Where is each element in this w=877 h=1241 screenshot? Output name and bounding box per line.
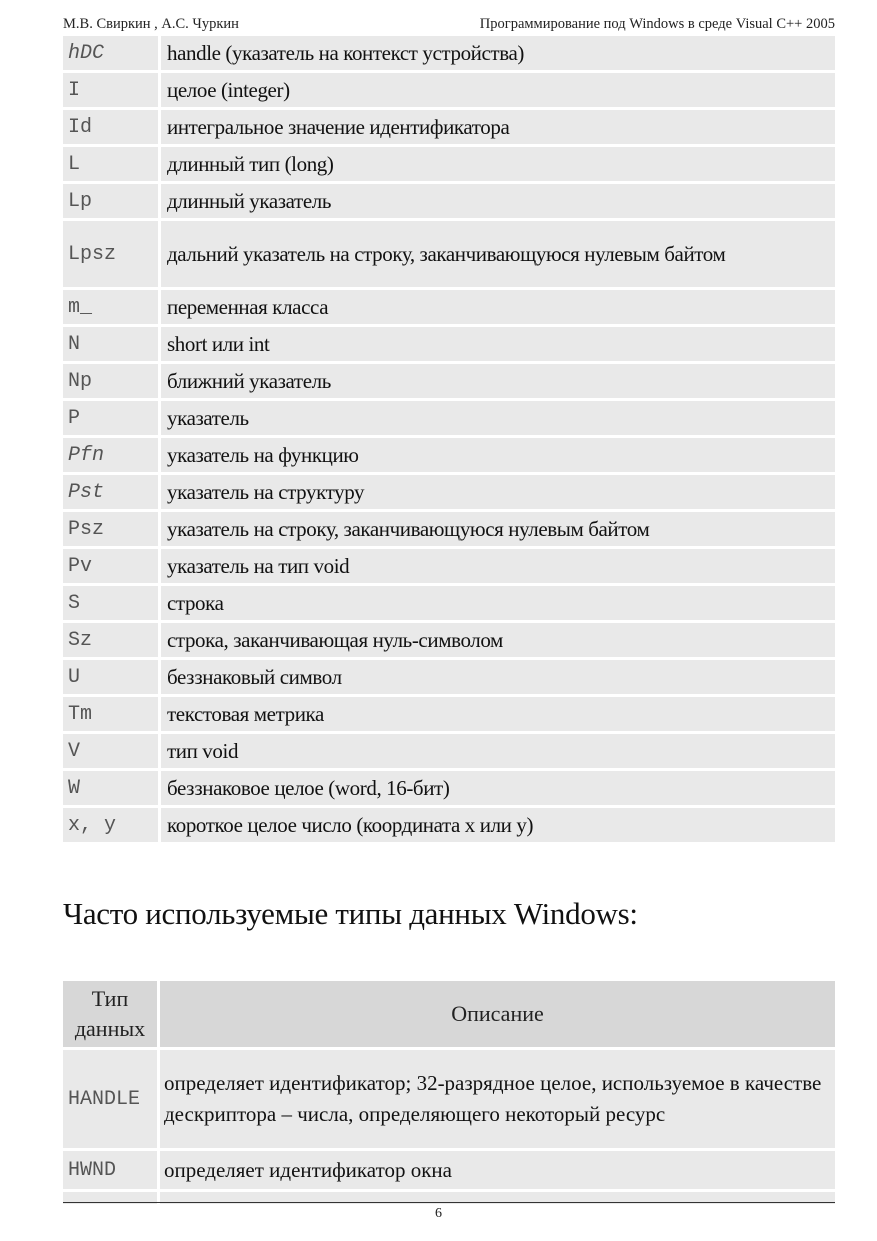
prefix-cell: Sz [63,623,158,657]
description-cell: текстовая метрика [161,697,835,731]
table-row [63,364,835,398]
prefix-cell: Pst [63,475,158,509]
prefix-cell: Id [63,110,158,144]
description-cell: указатель [161,401,835,435]
prefix-cell: S [63,586,158,620]
description-cell: дальний указатель на строку, заканчивающуюся нулевым байтом [161,221,835,287]
prefix-cell: V [63,734,158,768]
table-row [63,697,835,731]
header-authors: М.В. Свиркин , А.С. Чуркин [63,16,239,32]
description-cell: беззнаковый символ [161,660,835,694]
table-row [63,73,835,107]
table-row [63,623,835,657]
description-cell: беззнаковое целое (word, 16-бит) [161,771,835,805]
type-cell: HWND [63,1151,157,1189]
table-row [63,586,835,620]
table-header-row [63,981,835,1047]
prefix-cell: Lpsz [63,221,158,287]
table-row [63,110,835,144]
prefix-cell: m_ [63,290,158,324]
description-cell: строка, заканчивающая нуль-символом [161,623,835,657]
type-cell: HANDLE [63,1050,157,1148]
table-row [63,771,835,805]
description-cell: short или int [161,327,835,361]
section-heading: Часто используемые типы данных Windows: [63,896,638,931]
prefix-cell: Pv [63,549,158,583]
prefix-table [60,33,838,845]
page-number: 6 [435,1206,442,1221]
table-row [63,1151,835,1189]
description-cell: строка [161,586,835,620]
description-cell: длинный указатель [161,184,835,218]
table-row [63,1050,835,1148]
table-row [63,808,835,842]
column-header-description: Описание [160,981,835,1047]
types-table [60,978,838,1207]
prefix-cell: U [63,660,158,694]
prefix-cell: Pfn [63,438,158,472]
prefix-cell: Tm [63,697,158,731]
description-cell: целое (integer) [161,73,835,107]
table-row [63,221,835,287]
description-cell: тип void [161,734,835,768]
table-row [63,549,835,583]
prefix-cell: I [63,73,158,107]
prefix-cell: hDC [63,36,158,70]
description-cell: указатель на тип void [161,549,835,583]
prefix-cell: x, y [63,808,158,842]
table-row [63,327,835,361]
description-cell: определяет идентификатор окна [160,1151,835,1189]
header-book-title: Программирование под Windows в среде Visual C++ 2005 [479,16,835,32]
prefix-cell: Np [63,364,158,398]
prefix-cell: Psz [63,512,158,546]
table-row [63,401,835,435]
table-row [63,147,835,181]
description-cell: короткое целое число (координата x или y) [161,808,835,842]
column-header-type: Тип данных [63,981,157,1047]
table-row [63,438,835,472]
footer-rule [63,1202,835,1203]
table-row [63,512,835,546]
description-cell: handle (указатель на контекст устройства) [161,36,835,70]
description-cell: указатель на функцию [161,438,835,472]
description-cell: указатель на структуру [161,475,835,509]
description-cell: интегральное значение идентификатора [161,110,835,144]
table-row [63,184,835,218]
prefix-cell: W [63,771,158,805]
description-cell: длинный тип (long) [161,147,835,181]
prefix-cell: Lp [63,184,158,218]
description-cell: определяет идентификатор; 32-разрядное целое, используемое в качестве дескриптора – числа, определяющего некоторый ресурс [160,1050,835,1148]
description-cell: переменная класса [161,290,835,324]
table-row [63,36,835,70]
prefix-cell: P [63,401,158,435]
table-row [63,660,835,694]
prefix-cell: N [63,327,158,361]
description-cell: указатель на строку, заканчивающуюся нулевым байтом [161,512,835,546]
description-cell: ближний указатель [161,364,835,398]
table-row [63,475,835,509]
table-row [63,734,835,768]
table-row [63,290,835,324]
prefix-cell: L [63,147,158,181]
